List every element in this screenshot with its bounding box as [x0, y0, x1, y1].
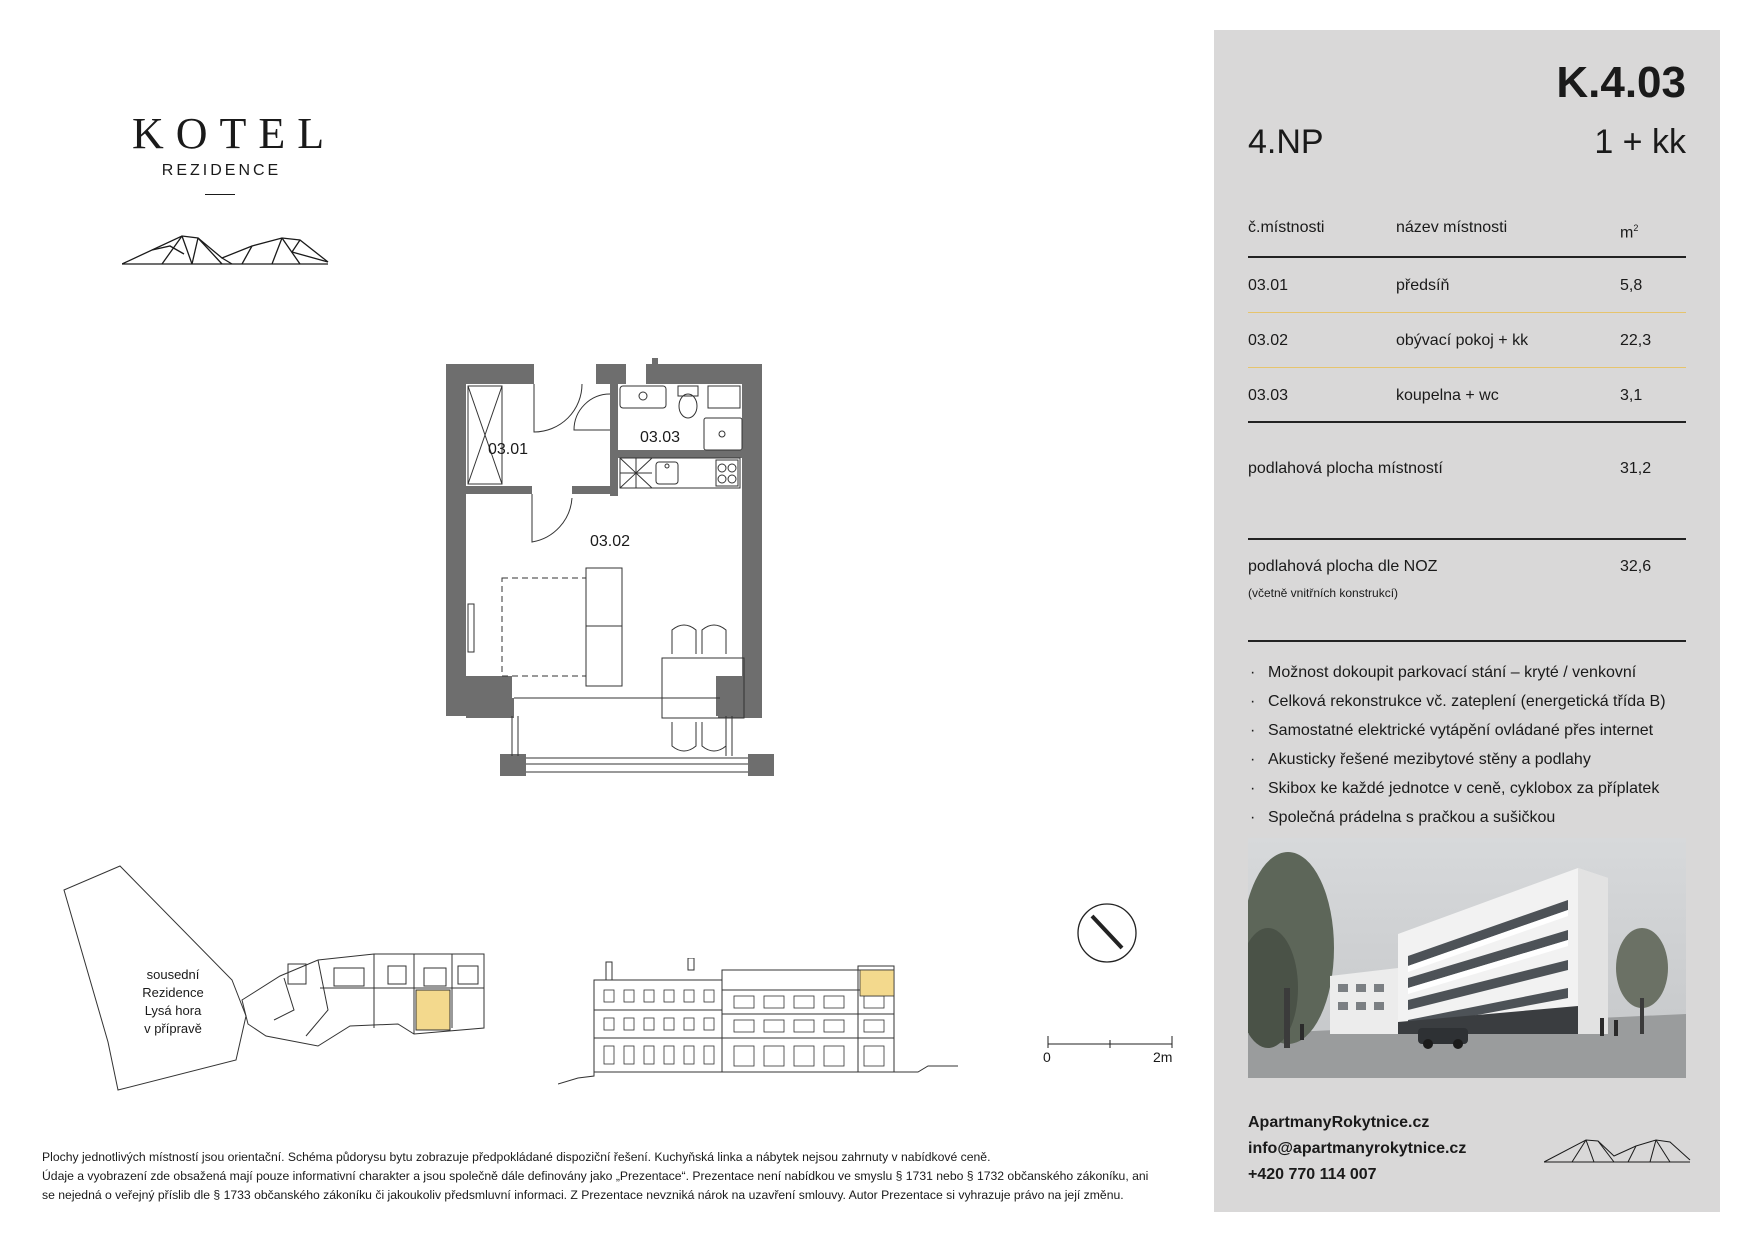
room-label-0303: 03.03 [640, 429, 681, 446]
layout-label: 1 + kk [1594, 123, 1686, 161]
disclaimer-line: Plochy jednotlivých místností jsou orientační. Schéma půdorysu bytu zobrazuje předpokládané dispoziční řešení. Kuchyňská linka a nábytek nejsou zahrnuty v nabídkové ceně. [42, 1150, 991, 1164]
header-area [1620, 200, 1638, 261]
noz-area [1248, 542, 1686, 642]
floor-area-total [1248, 442, 1686, 540]
mountain-ridge-icon [1544, 1138, 1692, 1164]
list-item [1248, 716, 1698, 745]
disclaimer [42, 1148, 1192, 1205]
feature-list [1248, 658, 1698, 832]
bullet: · [1250, 809, 1256, 826]
unit-code: K.4.03 [1556, 58, 1686, 107]
disclaimer-line: se nejedná o veřejný příslib dle § 1733 občanského zákoníku či jakoukoliv předsmluvní informaci. Z Prezentace nevzniká nárok na uzavření smlouvy. Autor Prezentace si vyhrazuje právo na její změnu. [42, 1188, 1124, 1202]
room-name: koupelna + wc [1396, 387, 1499, 404]
room-name: obývací pokoj + kk [1396, 332, 1529, 349]
elev-unit-highlight [860, 970, 894, 996]
contact-block [1248, 1110, 1466, 1188]
disclaimer-line: Údaje a vyobrazení zde obsažená mají pouze informativní charakter a jsou společně dále definovány jako „Prezentace“. Prezentace není nabídkou ve smyslu § 1731 nebo § 1732 občanského zákoníku, ani [42, 1169, 1149, 1183]
room-table [1248, 200, 1686, 423]
header-name: název místnosti [1396, 219, 1508, 236]
logo [120, 109, 337, 195]
neighbor-line-4: v přípravě [144, 1021, 202, 1036]
noz-label: podlahová plocha dle NOZ [1248, 558, 1438, 575]
room-area: 3,1 [1620, 387, 1643, 404]
room-label-0302: 03.02 [590, 533, 631, 550]
contact-email-link[interactable]: info@apartmanyrokytnice.cz [1248, 1140, 1467, 1157]
floor-plan [440, 358, 820, 788]
contact-web-link[interactable]: ApartmanyRokytnice.cz [1248, 1114, 1430, 1131]
neighbor-line-2: Rezidence [142, 985, 204, 1000]
feature-text: Akusticky řešené mezibytové stěny a podlahy [1268, 751, 1591, 768]
room-label-0301: 03.01 [488, 441, 529, 458]
neighbor-line-1: sousední [146, 967, 200, 982]
logo-brand: KOTEL [132, 109, 337, 158]
feature-text: Skibox ke každé jednotce v ceně, cyklobox za příplatek [1268, 780, 1660, 797]
feature-text: Společná prádelna s pračkou a sušičkou [1268, 809, 1556, 826]
logo-subtitle: REZIDENCE [161, 162, 282, 179]
list-item [1248, 803, 1698, 832]
header-area-unit: m [1620, 224, 1634, 242]
north-arrow-icon [1072, 898, 1142, 968]
room-number: 03.01 [1248, 277, 1289, 294]
bullet: · [1250, 722, 1256, 739]
noz-note: (včetně vnitřních konstrukcí) [1248, 586, 1399, 600]
list-item [1248, 745, 1698, 774]
floor-label: 4.NP [1248, 123, 1324, 161]
bullet: · [1250, 693, 1256, 710]
noz-value: 32,6 [1620, 558, 1652, 575]
building-elevation [558, 958, 958, 1086]
table-row [1248, 313, 1686, 368]
room-table-header [1248, 200, 1686, 258]
bullet: · [1250, 780, 1256, 797]
bullet: · [1250, 664, 1256, 681]
feature-text: Samostatné elektrické vytápění ovládané přes internet [1268, 722, 1654, 739]
header-area-sup: 2 [1633, 223, 1639, 233]
site-unit-highlight [416, 990, 450, 1030]
header-number: č.místnosti [1248, 219, 1325, 236]
scale-start-label: 0 [1043, 1049, 1051, 1065]
list-item [1248, 774, 1698, 803]
mountain-ridge-icon [122, 234, 332, 266]
bullet: · [1250, 751, 1256, 768]
logo-divider [205, 194, 235, 195]
room-name: předsíň [1396, 277, 1450, 294]
contact-phone: +420 770 114 007 [1248, 1166, 1377, 1183]
info-panel [1214, 30, 1720, 1212]
building-render-image [1248, 838, 1686, 1078]
feature-text: Celková rekonstrukce vč. zateplení (energetická třída B) [1268, 693, 1666, 710]
table-row [1248, 368, 1686, 423]
list-item [1248, 658, 1698, 687]
neighbor-line-3: Lysá hora [144, 1003, 202, 1018]
room-number: 03.03 [1248, 387, 1289, 404]
feature-text: Možnost dokoupit parkovací stání – kryté / venkovní [1268, 664, 1637, 681]
floor-area-label: podlahová plocha místností [1248, 460, 1443, 477]
floor-area-value: 31,2 [1620, 460, 1652, 477]
plan-walls [446, 358, 774, 776]
room-area: 5,8 [1620, 277, 1643, 294]
room-number: 03.02 [1248, 332, 1289, 349]
room-area: 22,3 [1620, 332, 1652, 349]
table-row [1248, 258, 1686, 313]
scale-end-label: 2m [1153, 1049, 1173, 1065]
neighbor-label [118, 966, 228, 1038]
list-item [1248, 687, 1698, 716]
